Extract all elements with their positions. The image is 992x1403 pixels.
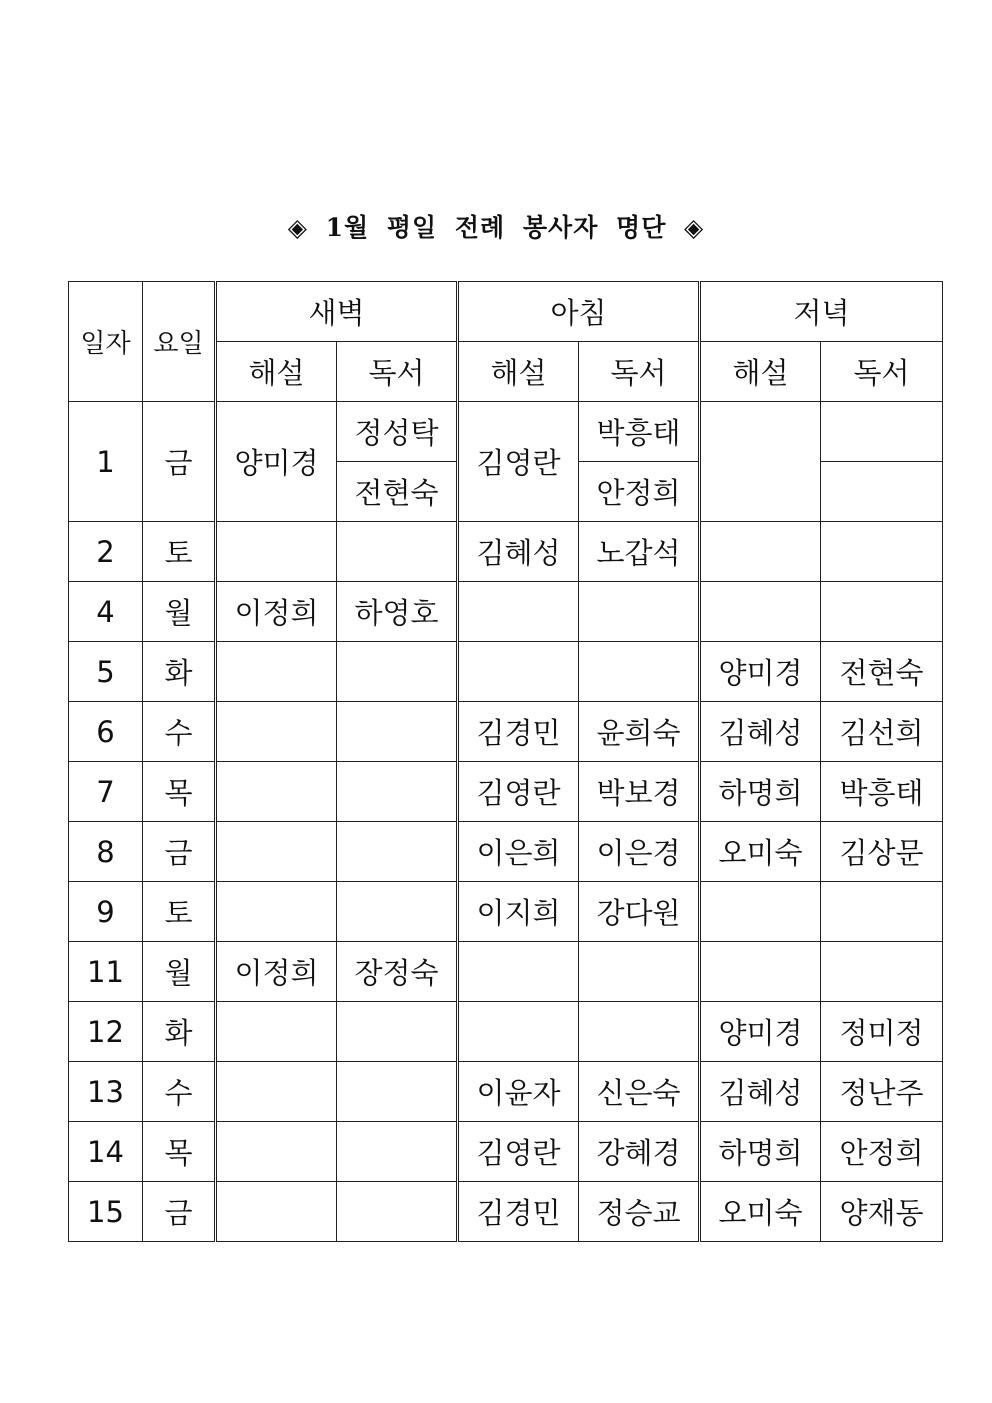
header-morning: 아침: [458, 282, 700, 342]
cell-dawn-reading: [337, 882, 458, 942]
cell-morning-reading: 신은숙: [579, 1062, 700, 1122]
cell-weekday: 토: [143, 882, 216, 942]
cell-dawn-reading: 전현숙: [337, 462, 458, 522]
cell-day: 12: [69, 1002, 143, 1062]
table-row: [69, 702, 943, 762]
cell-day: 5: [69, 642, 143, 702]
cell-evening-reading: 김상문: [821, 822, 943, 882]
table-row-day-1-a: [69, 402, 943, 462]
header-morning-commentary: 해설: [458, 342, 579, 402]
cell-morning-commentary: [458, 582, 579, 642]
cell-morning-commentary: 김영란: [458, 402, 579, 522]
cell-weekday: 화: [143, 1002, 216, 1062]
cell-evening-commentary: [700, 402, 821, 522]
cell-weekday: 토: [143, 522, 216, 582]
cell-dawn-commentary: [216, 1002, 337, 1062]
cell-morning-reading: 정승교: [579, 1182, 700, 1242]
cell-evening-commentary: 김혜성: [700, 702, 821, 762]
cell-dawn-commentary: [216, 1122, 337, 1182]
cell-evening-commentary: [700, 582, 821, 642]
cell-dawn-commentary: [216, 702, 337, 762]
cell-morning-reading: [579, 942, 700, 1002]
cell-evening-reading: [821, 942, 943, 1002]
cell-evening-reading: [821, 522, 943, 582]
cell-weekday: 금: [143, 402, 216, 522]
cell-weekday: 수: [143, 1062, 216, 1122]
table-row: [69, 1182, 943, 1242]
cell-day: 1: [69, 402, 143, 522]
cell-weekday: 목: [143, 762, 216, 822]
cell-day: 7: [69, 762, 143, 822]
header-day: 일자: [69, 282, 143, 402]
cell-morning-commentary: [458, 1002, 579, 1062]
cell-day: 14: [69, 1122, 143, 1182]
cell-morning-reading: [579, 642, 700, 702]
cell-evening-reading: 안정희: [821, 1122, 943, 1182]
cell-evening-reading: [821, 882, 943, 942]
cell-morning-reading: [579, 1002, 700, 1062]
cell-evening-commentary: 하명희: [700, 1122, 821, 1182]
cell-evening-commentary: 오미숙: [700, 1182, 821, 1242]
table-row: [69, 1002, 943, 1062]
cell-morning-commentary: 김혜성: [458, 522, 579, 582]
cell-weekday: 목: [143, 1122, 216, 1182]
cell-weekday: 월: [143, 582, 216, 642]
cell-dawn-commentary: 이정희: [216, 582, 337, 642]
header-morning-reading: 독서: [579, 342, 700, 402]
cell-dawn-reading: [337, 1122, 458, 1182]
cell-morning-reading: 윤희숙: [579, 702, 700, 762]
cell-dawn-reading: [337, 642, 458, 702]
cell-morning-reading: 강혜경: [579, 1122, 700, 1182]
table-row: [69, 1122, 943, 1182]
cell-evening-commentary: 양미경: [700, 642, 821, 702]
cell-evening-reading: 전현숙: [821, 642, 943, 702]
cell-dawn-reading: [337, 1062, 458, 1122]
cell-morning-commentary: 김경민: [458, 702, 579, 762]
table-row: [69, 1062, 943, 1122]
cell-morning-commentary: 김영란: [458, 762, 579, 822]
cell-day: 6: [69, 702, 143, 762]
table-row: [69, 642, 943, 702]
cell-evening-commentary: 하명희: [700, 762, 821, 822]
cell-evening-commentary: [700, 942, 821, 1002]
cell-morning-commentary: 이지희: [458, 882, 579, 942]
volunteer-roster-table: [68, 281, 943, 1242]
cell-morning-reading: 박보경: [579, 762, 700, 822]
header-dawn-commentary: 해설: [216, 342, 337, 402]
cell-dawn-reading: 하영호: [337, 582, 458, 642]
header-dawn: 새벽: [216, 282, 458, 342]
cell-dawn-reading: 정성탁: [337, 402, 458, 462]
cell-morning-reading: 박흥태: [579, 402, 700, 462]
cell-day: 8: [69, 822, 143, 882]
table-row: [69, 822, 943, 882]
cell-evening-reading: [821, 582, 943, 642]
table-row: [69, 522, 943, 582]
cell-day: 9: [69, 882, 143, 942]
cell-evening-reading: 양재동: [821, 1182, 943, 1242]
cell-evening-reading: 김선희: [821, 702, 943, 762]
cell-dawn-commentary: [216, 642, 337, 702]
cell-dawn-commentary: 이정희: [216, 942, 337, 1002]
cell-morning-commentary: 김영란: [458, 1122, 579, 1182]
cell-morning-commentary: [458, 642, 579, 702]
cell-evening-reading: [821, 462, 943, 522]
cell-morning-reading: 안정희: [579, 462, 700, 522]
table-row: [69, 942, 943, 1002]
header-evening: 저녁: [700, 282, 943, 342]
cell-dawn-reading: [337, 1182, 458, 1242]
cell-dawn-commentary: [216, 882, 337, 942]
cell-morning-commentary: 김경민: [458, 1182, 579, 1242]
cell-weekday: 금: [143, 1182, 216, 1242]
cell-dawn-reading: [337, 522, 458, 582]
cell-day: 13: [69, 1062, 143, 1122]
cell-evening-commentary: [700, 522, 821, 582]
cell-morning-commentary: 이은희: [458, 822, 579, 882]
cell-evening-commentary: 양미경: [700, 1002, 821, 1062]
cell-dawn-commentary: [216, 762, 337, 822]
cell-evening-reading: 박흥태: [821, 762, 943, 822]
cell-dawn-commentary: [216, 1182, 337, 1242]
cell-dawn-commentary: 양미경: [216, 402, 337, 522]
cell-morning-reading: 이은경: [579, 822, 700, 882]
cell-dawn-commentary: [216, 1062, 337, 1122]
cell-evening-commentary: 김혜성: [700, 1062, 821, 1122]
cell-day: 2: [69, 522, 143, 582]
header-evening-commentary: 해설: [700, 342, 821, 402]
header-row-top: [69, 282, 943, 342]
cell-morning-reading: [579, 582, 700, 642]
cell-evening-reading: [821, 402, 943, 462]
cell-dawn-reading: [337, 762, 458, 822]
table-row: [69, 882, 943, 942]
cell-weekday: 월: [143, 942, 216, 1002]
cell-day: 11: [69, 942, 143, 1002]
cell-morning-commentary: [458, 942, 579, 1002]
header-dawn-reading: 독서: [337, 342, 458, 402]
cell-evening-reading: 정난주: [821, 1062, 943, 1122]
cell-morning-reading: 노갑석: [579, 522, 700, 582]
cell-weekday: 금: [143, 822, 216, 882]
page-title: ◈ 1월 평일 전례 봉사자 명단 ◈: [287, 213, 705, 242]
cell-day: 4: [69, 582, 143, 642]
cell-dawn-reading: 장정숙: [337, 942, 458, 1002]
cell-dawn-reading: [337, 702, 458, 762]
table-row: [69, 762, 943, 822]
cell-dawn-commentary: [216, 822, 337, 882]
cell-dawn-commentary: [216, 522, 337, 582]
cell-evening-commentary: [700, 882, 821, 942]
cell-day: 15: [69, 1182, 143, 1242]
table-row: [69, 582, 943, 642]
cell-weekday: 수: [143, 702, 216, 762]
cell-weekday: 화: [143, 642, 216, 702]
cell-evening-reading: 정미정: [821, 1002, 943, 1062]
cell-evening-commentary: 오미숙: [700, 822, 821, 882]
cell-dawn-reading: [337, 822, 458, 882]
header-weekday: 요일: [143, 282, 216, 402]
cell-morning-reading: 강다원: [579, 882, 700, 942]
cell-dawn-reading: [337, 1002, 458, 1062]
header-evening-reading: 독서: [821, 342, 943, 402]
cell-morning-commentary: 이윤자: [458, 1062, 579, 1122]
